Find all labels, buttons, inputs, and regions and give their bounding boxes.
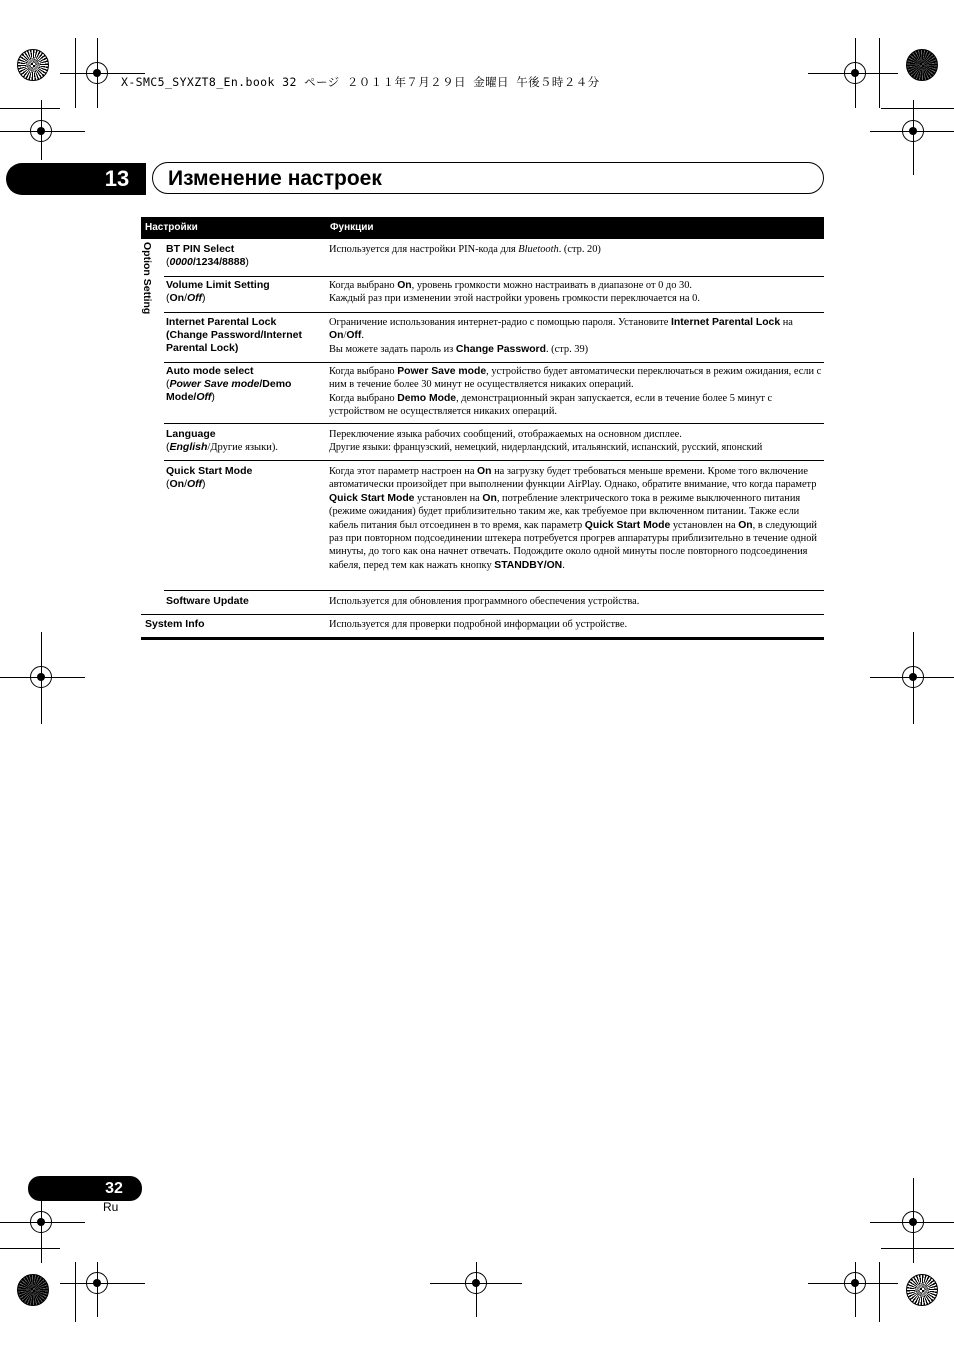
setting-name: Auto mode select (Power Save mode/Demo Mode/Off)	[166, 365, 292, 403]
setting-description: Когда выбрано On, уровень громкости можно настраивать в диапазоне от 0 до 30. Каждый раз при изменении этой настройки уровень громкости переключается на 0.	[329, 280, 700, 305]
page-number: 32	[105, 1180, 123, 1197]
registration-mark-icon	[30, 120, 52, 142]
registration-mark-icon	[844, 62, 866, 84]
registration-mark-icon	[30, 1211, 52, 1233]
setting-description: Переключение языка рабочих сообщений, отображаемых на основном дисплее. Другие языки: французский, немецкий, нидерландский, итальянский, испанский, русский, японский	[329, 429, 763, 454]
registration-mark-icon	[30, 666, 52, 688]
setting-description: Когда выбрано Power Save mode, устройство будет автоматически переключаться в режим ожидания, если с ним в течение более 30 минут не осуществляется никаких операций. Когда выбрано Demo Mode, демонстрационный экран запускается, если в течение более 5 минут с устройством не осуществляется никаких операций.	[329, 366, 822, 418]
setting-name: BT PIN Select (0000/1234/8888)	[166, 243, 249, 268]
setting-name: System Info	[145, 618, 205, 630]
setting-description: Используется для настройки PIN-кода для Bluetooth. (стр. 20)	[329, 244, 601, 255]
chapter-number: 13	[104, 166, 130, 191]
setting-description: Ограничение использования интернет-радио с помощью пароля. Установите Internet Parental Lock на On/Off. Вы можете задать пароль из Change Password. (стр. 39)	[329, 317, 793, 355]
registration-mark-icon	[86, 1272, 108, 1294]
table-header	[141, 217, 824, 239]
registration-mark-icon	[844, 1272, 866, 1294]
registration-mark-icon	[465, 1272, 487, 1294]
starburst-mark-icon	[906, 49, 938, 81]
setting-name: Software Update	[166, 595, 249, 607]
group-label-option-setting: Option Setting	[141, 242, 153, 315]
setting-name: Quick Start Mode (On/Off)	[166, 465, 253, 490]
page-language: Ru	[103, 1200, 119, 1214]
table-bottom-rule	[141, 637, 824, 640]
starburst-mark-icon	[17, 1274, 49, 1306]
setting-description: Когда этот параметр настроен на On на загрузку будет требоваться меньше времени. Кроме того включение автоматически произойдет при выполнении функции AirPlay. Однако, обратите внимание, что когда параметр Quick Start Mode установлен на On, потребление электрического тока в режиме выключенного питания (режиме ожидания) будет приблизительно таким же, как требуемое при включенном питании. Также если кабель питания был отсоединен в то время, как параметр Quick Start Mode установлен на On, в следующий раз при повторном подсоединении штекера потребуется прогрев аппаратуры приблизительно в течение одной минуты, до того как она начнет отвечать. Подождите около одной минуты после повторного подсоединения кабеля, перед тем как нажать кнопку STANDBY/ON.	[329, 466, 817, 571]
print-header: X-SMC5_SYXZT8_En.book 32 ページ ２０１１年７月２９日 金曜日 午後５時２４分	[121, 75, 600, 89]
setting-description: Используется для обновления программного обеспечения устройства.	[329, 596, 640, 607]
setting-description: Используется для проверки подробной информации об устройстве.	[329, 619, 628, 630]
column-header-functions: Функции	[330, 222, 374, 233]
registration-mark-icon	[902, 120, 924, 142]
column-header-settings: Настройки	[145, 222, 198, 233]
setting-name: Internet Parental Lock (Change Password/Internet Parental Lock)	[166, 316, 302, 354]
registration-mark-icon	[902, 1211, 924, 1233]
registration-mark-icon	[902, 666, 924, 688]
chapter-title: Изменение настроек	[168, 167, 382, 190]
starburst-mark-icon	[906, 1274, 938, 1306]
starburst-mark-icon	[17, 49, 49, 81]
registration-mark-icon	[86, 62, 108, 84]
setting-name: Language (English/Другие языки).	[166, 428, 278, 453]
setting-name: Volume Limit Setting (On/Off)	[166, 279, 270, 304]
